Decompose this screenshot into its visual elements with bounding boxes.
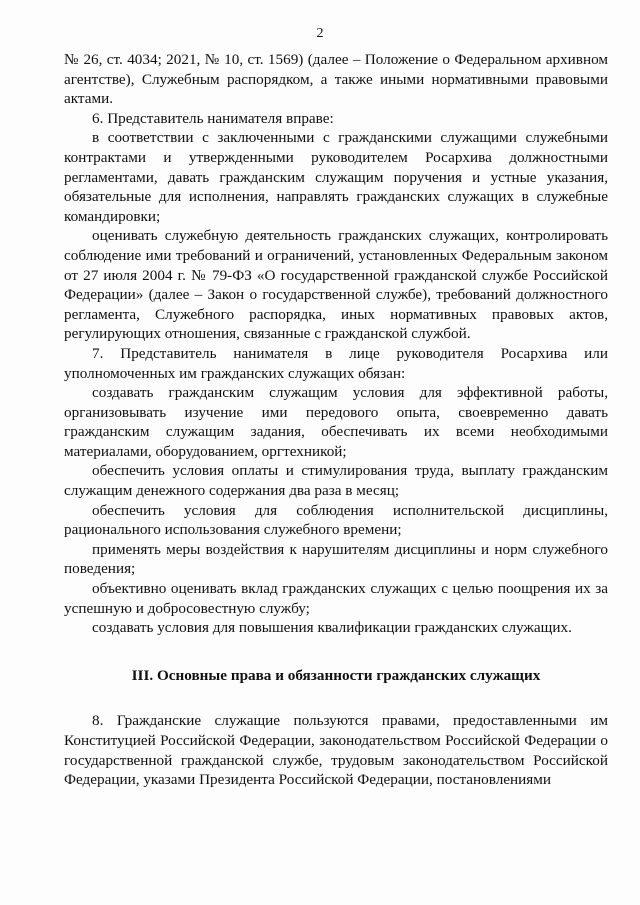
paragraph-duty-pay: обеспечить условия оплаты и стимулирования труда, выплату гражданским служащим денежного содержания два раза в месяц; [64,462,608,500]
paragraph-duty-assess: объективно оценивать вклад гражданских служащих с целью поощрения их за успешную и добросовестную службу; [64,580,608,617]
paragraph-continuation: № 26, ст. 4034; 2021, № 10, ст. 1569) (далее – Положение о Федеральном архивном агентстве), Служебным распорядком, а также иными нормативными правовыми актами. [64,51,608,108]
paragraph-right-evaluate: оценивать служебную деятельность гражданских служащих, контролировать соблюдение ими требований и ограничений, установленных Федеральным законом от 27 июля 2004 г. № 79-ФЗ «О государственной гражданской службе Российской Федерации» (далее – Закон о государственной службе), требований должностного регламента, Служебного распорядка, иных нормативных правовых актов, регулирующих отношения, связанные с гражданской службой. [64,227,608,343]
section-heading: III. Основные права и обязанности гражданских служащих [131,666,541,684]
paragraph-duty-conditions: создавать гражданским служащим условия для эффективной работы, организовывать изучение ими передового опыта, своевременно давать гражданским служащим задания, обеспечивать их всеми необходимыми материалами, оборудованием, оргтехникой; [64,384,608,460]
paragraph-item-6: 6. Представитель нанимателя вправе: [92,109,334,127]
document-body [64,50,608,790]
paragraph-right-assign: в соответствии с заключенными с гражданскими служащими служебными контрактами и утвержденными руководителем Росархива должностными регламентами, давать гражданским служащим поручения и устные указания, обязательные для исполнения, направлять гражданских служащих в служебные командировки; [64,129,608,225]
paragraph-item-7: 7. Представитель нанимателя в лице руководителя Росархива или уполномоченных им гражданских служащих обязан: [64,344,608,382]
paragraph-duty-discipline: обеспечить условия для соблюдения исполнительской дисциплины, рационального использования служебного времени; [64,501,608,539]
paragraph-duty-training: создавать условия для повышения квалификации гражданских служащих. [92,619,572,637]
paragraph-item-8: 8. Гражданские служащие пользуются правами, предоставленными им Конституцией Российской Федерации, законодательством Российской Федерации о государственной гражданской службе, трудовым законодательством Российской Федерации, указами Президента Российской Федерации, постановлениями [64,712,608,789]
paragraph-duty-measures: применять меры воздействия к нарушителям дисциплины и норм служебного поведения; [64,540,608,578]
page-number: 2 [316,26,324,41]
